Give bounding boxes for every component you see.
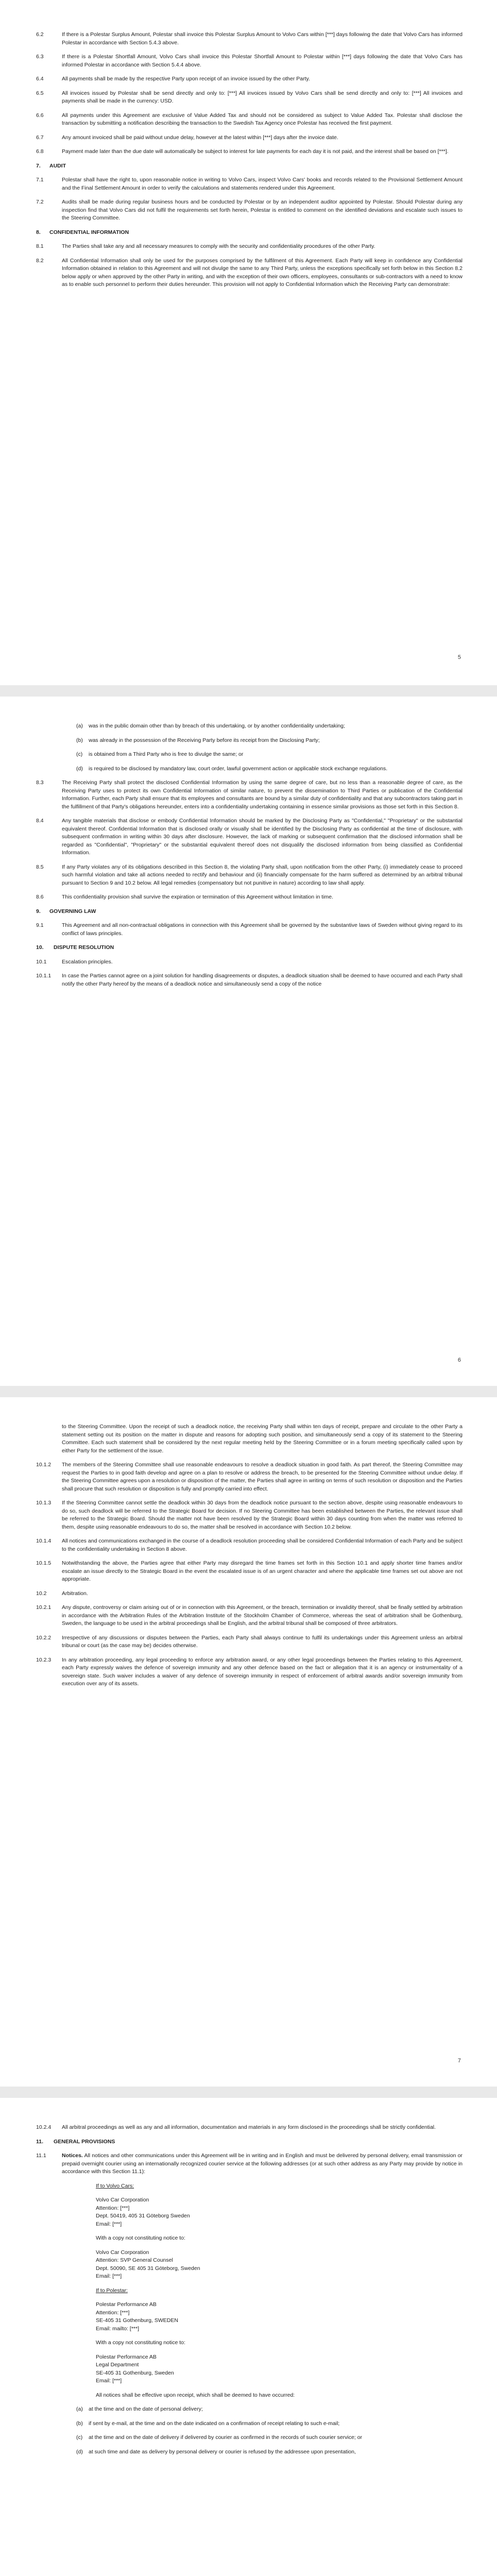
section-heading-audit: 7. AUDIT: [36, 162, 66, 169]
clause-6-8: 6.8 Payment made later than the due date will automatically be subject to interest for late payments for each day it is not paid, and the interest shall be based on [***].: [36, 148, 449, 155]
document-page-8: [0, 2098, 497, 2576]
address-polestar: If to Polestar: Polestar Performance AB Attention: [***] SE-405 31 Gothenburg, SWEDEN Email: mailto: [***]: [96, 2287, 178, 2332]
address-volvo: If to Volvo Cars: Volvo Car Corporation Attention: [***] Dept. 50419, 405 31 Göteborg Sweden Email: [***]: [96, 2182, 190, 2227]
clause-10-1: 10.1 Escalation principles.: [36, 958, 113, 965]
clause-6-6: 6.6 All payments under this Agreement are exclusive of Value Added Tax and should not be considered as subject to Value Added Tax. Polestar shall disclose the transaction by submitting a notification describing the transaction to the Swedish Tax Agency once Polestar has received the first payment.: [36, 112, 462, 126]
page-separator: [0, 685, 497, 697]
page-6-content: [36, 722, 462, 994]
clause-10-1-5: 10.1.5 Notwithstanding the above, the Parties agree that either Party may disregard the time frames set forth in this Section 10.1 and apply shorter time frames and/or escalate an issue directly to the Strategic Board in the event the escalated issue is of an urgent character and where the applicable time frames set out above are not appropriate.: [36, 1560, 462, 1582]
clause-11-1: 11.1 Notices. All notices and other communications under this Agreement will be in writing and in English and must be delivered by personal delivery, email transmission or prepaid overnight courier using an internationally recognized courier service at the following addresses (or at such other address as any Party may provide by notice in accordance with this Section 11.1):: [36, 2153, 462, 2175]
clause-9-1: 9.1 This Agreement and all non-contractual obligations in connection with this Agreement shall be governed by the substantive laws of Sweden without giving regard to its conflict of laws principles.: [36, 922, 462, 937]
document-page-7: [0, 1397, 497, 2087]
clause-10-2-3: 10.2.3 In any arbitration proceeding, any legal proceeding to enforce any arbitration award, or any other legal proceedings between the Parties relating to this Agreement, each Party expressly waives the defence of sovereign immunity and any other defence based on the fact or allegation that it is an agency or instrumentality of a sovereign state. Such waiver includes a waiver of any defence of sovereign immunity in respect of enforcement of arbitral awards and/or sovereign immunity from execution over any of its assets.: [36, 1656, 462, 1687]
page-number: 5: [457, 654, 461, 660]
clause-10-1-1-continued: to the Steering Committee. Upon the receipt of such a deadlock notice, the receiving Party shall within ten days of receipt, prepare and circulate to the other Party a statement setting out its position on the matter in dispute and reasons for adopting such position, and simultaneously send a copy of its statement to the Steering Committee. Each such statement shall be considered by the next regular meeting held by the Steering Committee or in a forum meeting specifically called upon by either Party for the settlement of the issue.: [62, 1423, 462, 1454]
clause-10-2: 10.2 Arbitration.: [36, 1590, 88, 1597]
document-page-5: [0, 0, 497, 685]
list-item-c: (c) at the time and on the date of delivery if delivered by courier as confirmed in the records of such courier service; or: [76, 2434, 363, 2441]
page-8-content: [36, 2124, 462, 2462]
page-7-content: [36, 1423, 462, 1694]
copy-note: With a copy not constituting notice to:: [96, 2340, 185, 2346]
list-item-a: (a) was in the public domain other than by breach of this undertaking, or by another confidentiality undertaking;: [76, 723, 345, 729]
clause-10-1-3: 10.1.3 If the Steering Committee cannot settle the deadlock within 30 days from the deadlock notice pursuant to the section above, despite using reasonable endeavours to do so, such deadlock will be referred to the Strategic Board for decision. If no Steering Committee has been established between the Parties, the relevant issue shall be referred to the Strategic Board. Should the matter not have been resolved by the Strategic Board within 30 days counting from when the matter was referred to them, despite using reasonable endeavours to do so, the matter shall be resolved in accordance with Section 10.2 below.: [36, 1500, 462, 1530]
page-number: 7: [457, 2058, 461, 2064]
clause-6-4: 6.4 All payments shall be made by the respective Party upon receipt of an invoice issued by the other Party.: [36, 76, 310, 82]
page-separator: [0, 2087, 497, 2098]
clause-7-1: 7.1 Polestar shall have the right to, upon reasonable notice in writing to Volvo Cars, inspect Volvo Cars' books and records related to the Provisional Settlement Amount and the Final Settlement Amount in order to verify the calculations and statements rendered under this Agreement.: [36, 177, 462, 191]
page-number: 6: [457, 1357, 461, 1363]
address-volvo-copy: Volvo Car Corporation Attention: SVP General Counsel Dept. 50090, SE 405 31 Göteborg, Sweden Email: [***]: [96, 2249, 200, 2279]
clause-7-2: 7.2 Audits shall be made during regular business hours and be conducted by Polestar or by an independent auditor appointed by Polestar. Should Polestar during any inspection find that Volvo Cars did not fulfil the requirements set forth herein, Polestar is entitled to comment on the identified deviations and escalate such issues to the Steering Committee.: [36, 199, 462, 221]
section-heading-governing-law: 9. GOVERNING LAW: [36, 908, 96, 914]
list-item-d: (d) at such time and date as delivery by personal delivery or courier is refused by the addressee upon presentation,: [76, 2448, 356, 2455]
clause-6-7: 6.7 Any amount invoiced shall be paid without undue delay, however at the latest within [***] days after the invoice date.: [36, 134, 338, 141]
list-item-a: (a) at the time and on the date of personal delivery;: [76, 2406, 203, 2412]
clause-8-4: 8.4 Any tangible materials that disclose or embody Confidential Information should be marked by the Disclosing Party as "Confidential," "Proprietary" or the substantial equivalent thereof. Confidential Information that is disclosed orally or visually shall be identified by the Disclosing Party as confidential at the time of disclosure, with subsequent confirmation in writing within 30 days after disclosure. However, the lack of marking or subsequent confirmation that the disclosed information shall be regarded as "Confidential", "Proprietary" or the substantial equivalent thereof does not disqualify the disclosed information from being classified as Confidential Information.: [36, 818, 462, 856]
list-item-b: (b) if sent by e-mail, at the time and on the date indicated on a confirmation of receipt relating to such e-mail;: [76, 2420, 340, 2427]
clause-10-1-1: 10.1.1 In case the Parties cannot agree on a joint solution for handling disagreements or disputes, a deadlock situation shall be deemed to have occurred and each Party shall notify the other Party hereof by the means of a deadlock notice and simultaneously send a copy of the notice: [36, 973, 462, 987]
clause-8-6: 8.6 This confidentiality provision shall survive the expiration or termination of this Agreement without limitation in time.: [36, 894, 333, 900]
clause-10-1-4: 10.1.4 All notices and communications exchanged in the course of a deadlock resolution proceeding shall be considered Confidential Information of each Party and be subject to the confidentiality undertaking in Section 8 above.: [36, 1538, 462, 1552]
clause-8-2: 8.2 All Confidential Information shall only be used for the purposes comprised by the fulfilment of this Agreement. Each Party will keep in confidence any Confidential Information obtained in relation to this Agreement and will not divulge the same to any Third Party, unless the exceptions specifically set forth below in this Section 8.2 below apply or when approved by the other Party in writing, and with the exception of their own officers, employees, consultants or sub-contractors with a need to know as to enable such personnel to perform their duties hereunder. This provision will not apply to Confidential Information which the Receiving Party can demonstrate:: [36, 257, 462, 287]
list-item-d: (d) is required to be disclosed by mandatory law, court order, lawful government action or applicable stock exchange regulations.: [76, 765, 388, 772]
clause-10-2-2: 10.2.2 Irrespective of any discussions or disputes between the Parties, each Party shall always continue to fulfil its undertakings under this Agreement unless an arbitral tribunal or court (as the case may be) decides otherwise.: [36, 1634, 462, 1649]
list-item-c: (c) is obtained from a Third Party who is free to divulge the same; or: [76, 751, 244, 757]
section-heading-dispute: 10. DISPUTE RESOLUTION: [36, 944, 114, 951]
clause-8-5: 8.5 If any Party violates any of its obligations described in this Section 8, the violating Party shall, upon notification from the other Party, (i) immediately cease to proceed such harmful violation and take all actions needed to rectify and behaviour and (ii) financially compensate for the harm suffered as determined by an arbitral tribunal pursuant to Section 9 and 10.2 below. All legal remedies (compensatory but not punitive in nature) according to law shall apply.: [36, 863, 462, 886]
section-heading-general: 11. GENERAL PROVISIONS: [36, 2138, 115, 2145]
page-5-content: [36, 31, 462, 295]
clause-8-3: 8.3 The Receiving Party shall protect the disclosed Confidential Information by using the same degree of care, but no less than a reasonable degree of care, as the Receiving Party uses to protect its own Confidential Information of similar nature, to prevent the dissemination to Third Parties or publication of the Confidential Information. Further, each Party shall ensure that its employees and consultants are bound by a similar duty of confidentiality and that any subcontractors taking part in the fulfillment of that Party's obligations hereunder, enters into a confidentiality undertaking containing in essence similar provisions as those set forth in this Section 8.: [36, 779, 462, 810]
list-item-b: (b) was already in the possession of the Receiving Party before its receipt from the Disclosing Party;: [76, 737, 320, 743]
clause-10-1-2: 10.1.2 The members of the Steering Committee shall use reasonable endeavours to resolve a deadlock situation in good faith. As part thereof, the Steering Committee may request the Parties to in good faith develop and agree on a plan to resolve or address the breach, to be presented for the Steering Committee without undue delay. If the Steering Committee agrees upon a resolution or disposition of the matter, the Parties shall agree in writing on terms of such resolution or disposition and the Parties shall procure that such resolution or disposition is fully and promptly carried into effect.: [36, 1462, 462, 1492]
clause-6-5: 6.5 All invoices issued by Polestar shall be send directly and only to: [***] All invoices issued by Volvo Cars shall be send directly and only to: [***] All invoices and payments shall be made in the currency: USD.: [36, 90, 462, 104]
clause-8-1: 8.1 The Parties shall take any and all necessary measures to comply with the security and confidentiality procedures of the other Party.: [36, 243, 375, 249]
notice-effective: All notices shall be effective upon receipt, which shall be deemed to have occurred:: [96, 2392, 295, 2398]
clause-10-2-4: 10.2.4 All arbitral proceedings as well as any and all information, documentation and materials in any form disclosed in the proceedings shall be strictly confidential.: [36, 2124, 436, 2130]
document-page-6: [0, 697, 497, 1386]
address-polestar-copy: Polestar Performance AB Legal Department SE-405 31 Gothenburg, Sweden Email: [***]: [96, 2353, 174, 2384]
copy-note: With a copy not constituting notice to:: [96, 2235, 185, 2241]
page-separator: [0, 1386, 497, 1397]
clause-10-2-1: 10.2.1 Any dispute, controversy or claim arising out of or in connection with this Agreement, or the breach, termination or invalidity thereof, shall be finally settled by arbitration in accordance with the Arbitration Rules of the Arbitration Institute of the Stockholm Chamber of Commerce, whereas the seat of arbitration shall be Gothenburg, Sweden, the language to be used in the arbitral proceedings shall be English, and the arbitral tribunal shall be composed of three arbitrators.: [36, 1604, 462, 1626]
section-heading-confidential: 8. CONFIDENTIAL INFORMATION: [36, 229, 129, 235]
clause-6-3: 6.3 If there is a Polestar Shortfall Amount, Volvo Cars shall invoice this Polestar Shortfall Amount to Polestar within [***] days following the date that Volvo Cars has informed Polestar in accordance with Section 5.4.4 above.: [36, 54, 462, 68]
clause-6-2: 6.2 If there is a Polestar Surplus Amount, Polestar shall invoice this Polestar Surplus Amount to Volvo Cars within [***] days following the date that Volvo Cars has informed Polestar in accordance with Section 5.4.3 above.: [36, 31, 462, 46]
